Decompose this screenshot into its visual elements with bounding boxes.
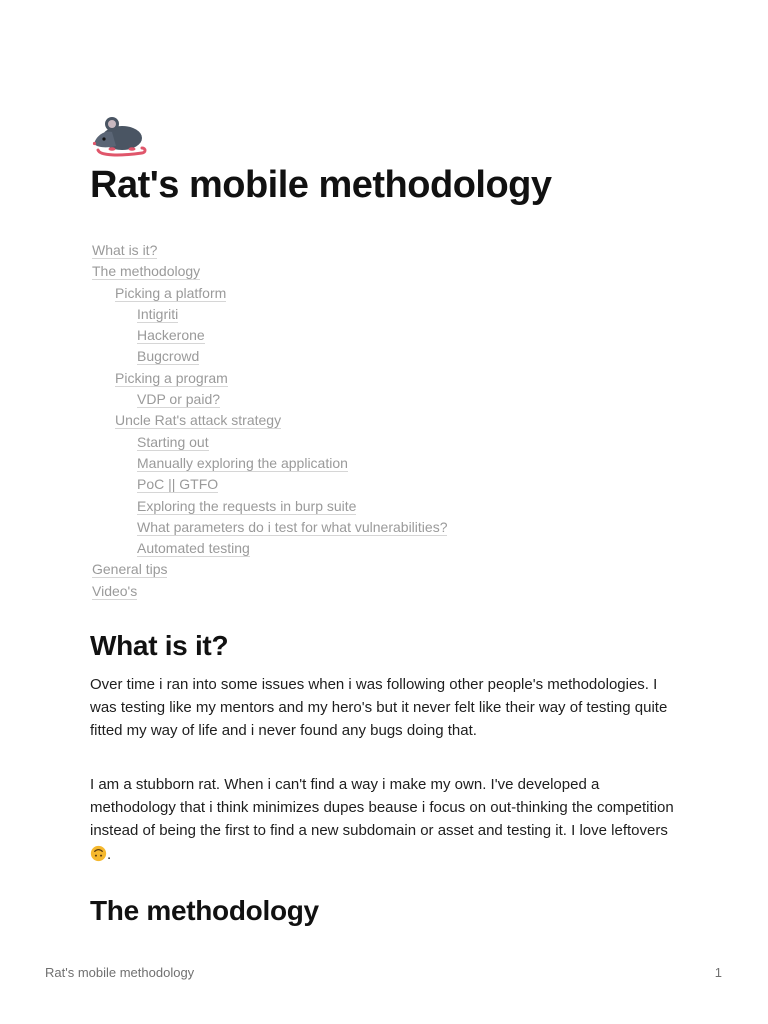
toc-item[interactable] (92, 581, 447, 602)
paragraph-text: I am a stubborn rat. When i can't find a way i make my own. I've developed a methodology that i think minimizes dupes beause i focus on out-thinking the competition instead of being the first to find a new subdomain or asset and testing it. I love leftovers (90, 776, 674, 840)
toc-link[interactable]: Intigriti (137, 305, 179, 322)
toc-link[interactable]: Picking a program (115, 369, 228, 386)
toc-item[interactable] (92, 517, 447, 538)
toc-link[interactable]: Automated testing (137, 540, 250, 557)
toc-item[interactable] (92, 538, 447, 559)
footer-title: Rat's mobile methodology (45, 965, 195, 980)
toc-link[interactable]: Bugcrowd (137, 348, 200, 365)
toc-link[interactable]: Exploring the requests in burp suite (137, 497, 357, 514)
toc-link[interactable]: General tips (92, 561, 168, 578)
upside-down-face-icon (90, 845, 107, 862)
toc-item[interactable] (92, 474, 447, 495)
section-heading-methodology: The methodology (90, 895, 319, 926)
toc-item[interactable] (92, 261, 447, 282)
toc-link[interactable]: Picking a platform (115, 284, 227, 301)
toc-item[interactable] (92, 283, 447, 304)
toc-link[interactable]: PoC || GTFO (137, 476, 219, 493)
rat-icon (90, 112, 148, 160)
toc-item[interactable] (92, 496, 447, 517)
toc-item[interactable] (92, 368, 447, 389)
page-number: 1 (714, 965, 722, 980)
toc-item[interactable] (92, 559, 447, 580)
toc-item[interactable] (92, 240, 447, 261)
toc-item[interactable] (92, 304, 447, 325)
toc-item[interactable] (92, 453, 447, 474)
table-of-contents (92, 240, 447, 602)
toc-item[interactable] (92, 410, 447, 431)
toc-link[interactable]: Uncle Rat's attack strategy (115, 412, 282, 429)
toc-item[interactable] (92, 389, 447, 410)
toc-link[interactable]: The methodology (92, 263, 201, 280)
toc-link[interactable]: VDP or paid? (137, 391, 221, 408)
toc-link[interactable]: What parameters do i test for what vulnerabilities? (137, 518, 448, 535)
paragraph (90, 773, 680, 866)
paragraph: Over time i ran into some issues when i was following other people's methodologies. I was testing like my mentors and my hero's but it never felt like their way of testing quite fitted my way of life and i never found any bugs doing that. (90, 676, 668, 740)
toc-link[interactable]: Video's (92, 582, 138, 599)
toc-item[interactable] (92, 325, 447, 346)
toc-link[interactable]: Starting out (137, 433, 209, 450)
toc-item[interactable] (92, 432, 447, 453)
toc-link[interactable]: Hackerone (137, 327, 205, 344)
toc-link[interactable]: What is it? (92, 242, 158, 258)
toc-link[interactable]: Manually exploring the application (137, 454, 348, 471)
paragraph-end: . (107, 845, 112, 863)
page-title: Rat's mobile methodology (90, 164, 552, 206)
section-heading-what-is-it: What is it? (90, 630, 229, 661)
toc-item[interactable] (92, 346, 447, 367)
